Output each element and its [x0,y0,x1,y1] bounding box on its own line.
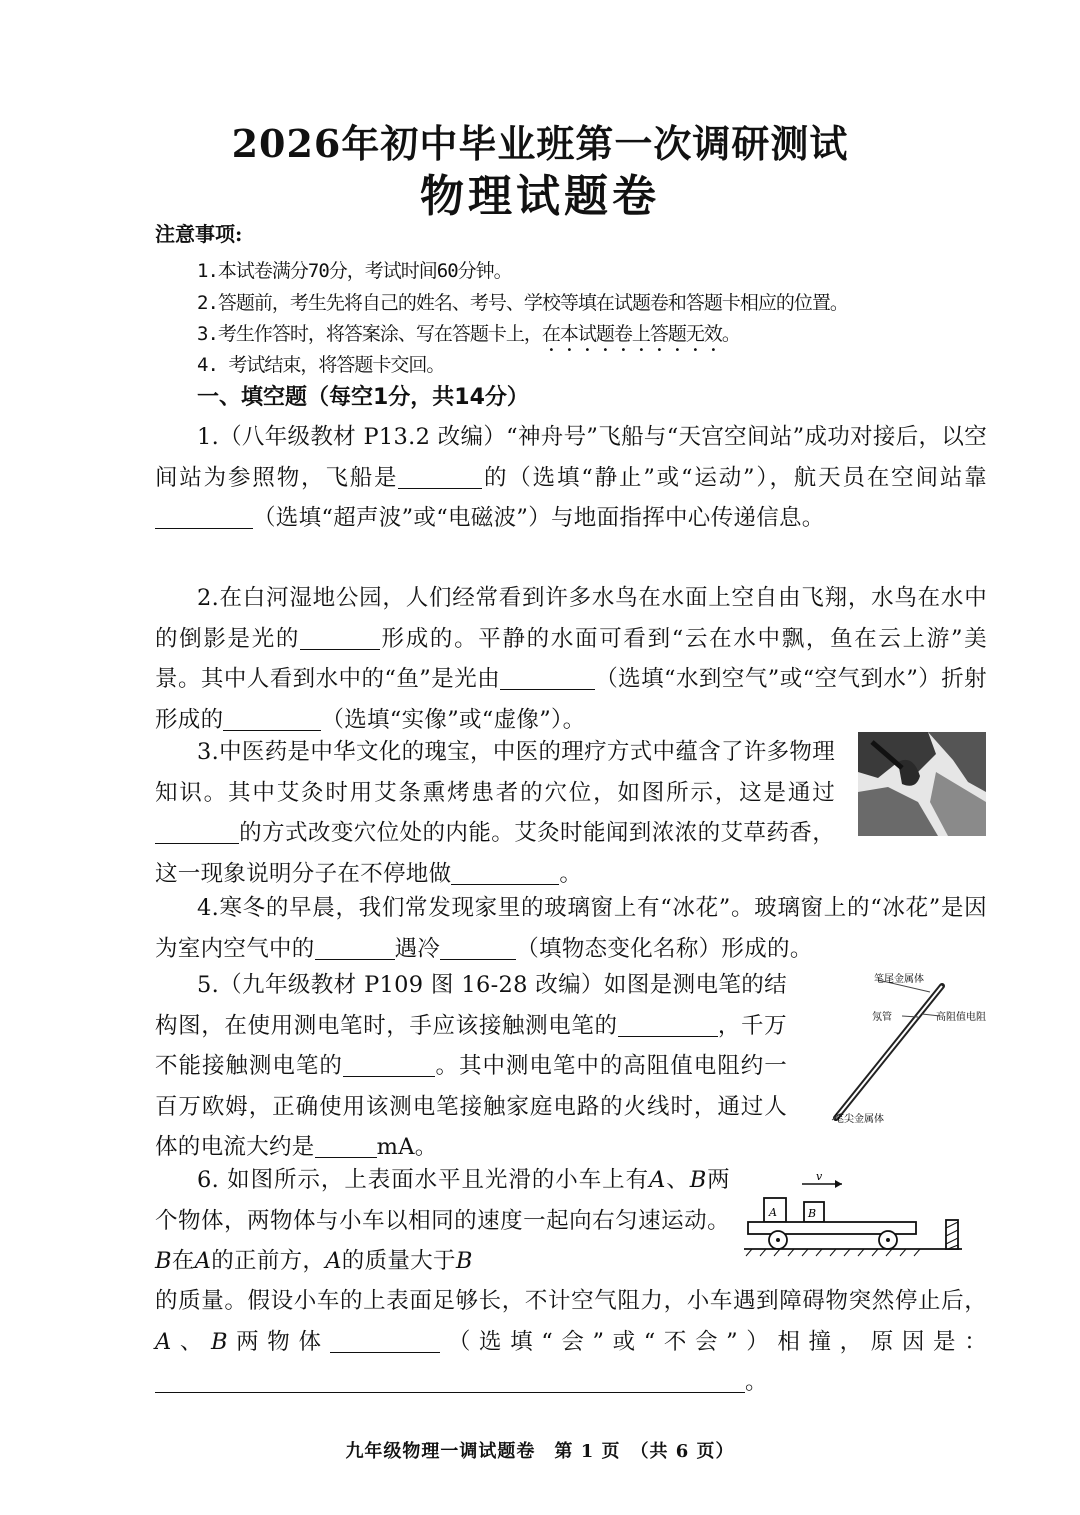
question-6: 6. 如图所示，上表面水平且光滑的小车上有A、B两个物体，两物体与小车以相同的速度一起向右匀速运动。B在A的正前方，A的质量大于B [155,1167,730,1274]
question-4: 4.寒冬的早晨，我们常发现家里的玻璃窗上有“冰花”。玻璃窗上的“冰花”是因为室内空气中的 遇冷 （填物态变化名称）形成的。 [155,895,987,962]
block-a-label: A [769,1206,777,1219]
block-b-label: B [808,1207,817,1220]
answer-blank[interactable] [451,858,559,885]
notice-item: 4. 考试结束，将答题卡交回。 [197,354,445,376]
answer-blank[interactable] [398,462,482,489]
exam-title: 2026年初中毕业班第一次调研测试 [231,121,849,166]
answer-blank[interactable] [440,933,516,960]
answer-blank[interactable] [155,817,239,844]
section-title: 一、填空题（每空1分，共14分） [197,385,529,410]
page-footer: 九年级物理一调试题卷 第 1 页 （共 6 页） [345,1441,735,1462]
emphasis-text: 在本试题卷上答题无效 [541,323,722,345]
answer-blank[interactable] [155,502,253,529]
question-2: 2.在白河湿地公园，人们经常看到许多水鸟在水面上空自由飞翔，水鸟在水中的倒影是光的 形成的。平静的水面可看到“云在水中飘，鱼在云上游”美景。其中人看到水中的“鱼”是光由 （选填“水到空气”或“空气到水”）折射形成的 （选填“实像”或“虚像”）。 [155,585,987,733]
answer-blank[interactable] [300,623,380,650]
notice-item: 3.考生作答时，将答案涂、写在答题卡上，在本试题卷上答题无效。 [197,323,740,345]
question-6-continued: 的质量。假设小车的上表面足够长，不计空气阻力，小车遇到障碍物突然停止后，A、B两物体 （选填“会”或“不会”）相撞，原因是：。 [155,1288,987,1395]
pen-label: 高阻值电阻 [936,1012,986,1023]
obstacle [946,1220,958,1249]
question-1: 1.（八年级教材 P13.2 改编）“神舟号”飞船与“天宫空间站”成功对接后，以空间站为参照物，飞船是 的（选填“静止”或“运动”），航天员在空间站靠（选填“超声波”或“电磁波”）与地面指挥中心传递信息。 [155,424,987,531]
answer-blank[interactable] [223,704,321,731]
answer-blank[interactable] [330,1326,440,1353]
answer-blank[interactable] [618,1010,718,1037]
answer-blank[interactable] [315,1131,377,1158]
answer-blank[interactable] [155,1366,745,1393]
cart-diagram [742,1168,970,1258]
pen-label: 笔尾金属体 [874,974,924,985]
exam-subtitle: 物理试题卷 [420,171,660,222]
notice-heading: 注意事项: [155,222,243,246]
test-pen-diagram [822,972,992,1132]
notice-item: 1.本试卷满分70分，考试时间60分钟。 [197,260,512,282]
pen-label: 笔尖金属体 [834,1114,884,1125]
pen-label: 氖管 [872,1012,892,1023]
notice-item: 2.答题前，考生先将自己的姓名、考号、学校等填在试题卷和答题卡相应的位置。 [197,292,848,314]
answer-blank[interactable] [343,1050,435,1077]
question-5: 5.（九年级教材 P109 图 16-28 改编）如图是测电笔的结构图，在使用测电笔时，手应该接触测电笔的 ，千万不能接触测电笔的 。其中测电笔中的高阻值电阻约一百万欧姆，正确使用该测电笔接触家庭电路的火线时，通过人体的电流大约是 mA。 [155,972,787,1160]
moxibustion-photo [858,732,986,836]
answer-blank[interactable] [315,933,395,960]
velocity-label: v [816,1170,823,1183]
answer-blank[interactable] [500,663,595,690]
question-3: 3.中医药是中华文化的瑰宝，中医的理疗方式中蕴含了许多物理知识。其中艾灸时用艾条熏烤患者的穴位，如图所示，这是通过的方式改变穴位处的内能。艾灸时能闻到浓浓的艾草药香，这一现象说明分子在不停地做 。 [155,739,835,887]
